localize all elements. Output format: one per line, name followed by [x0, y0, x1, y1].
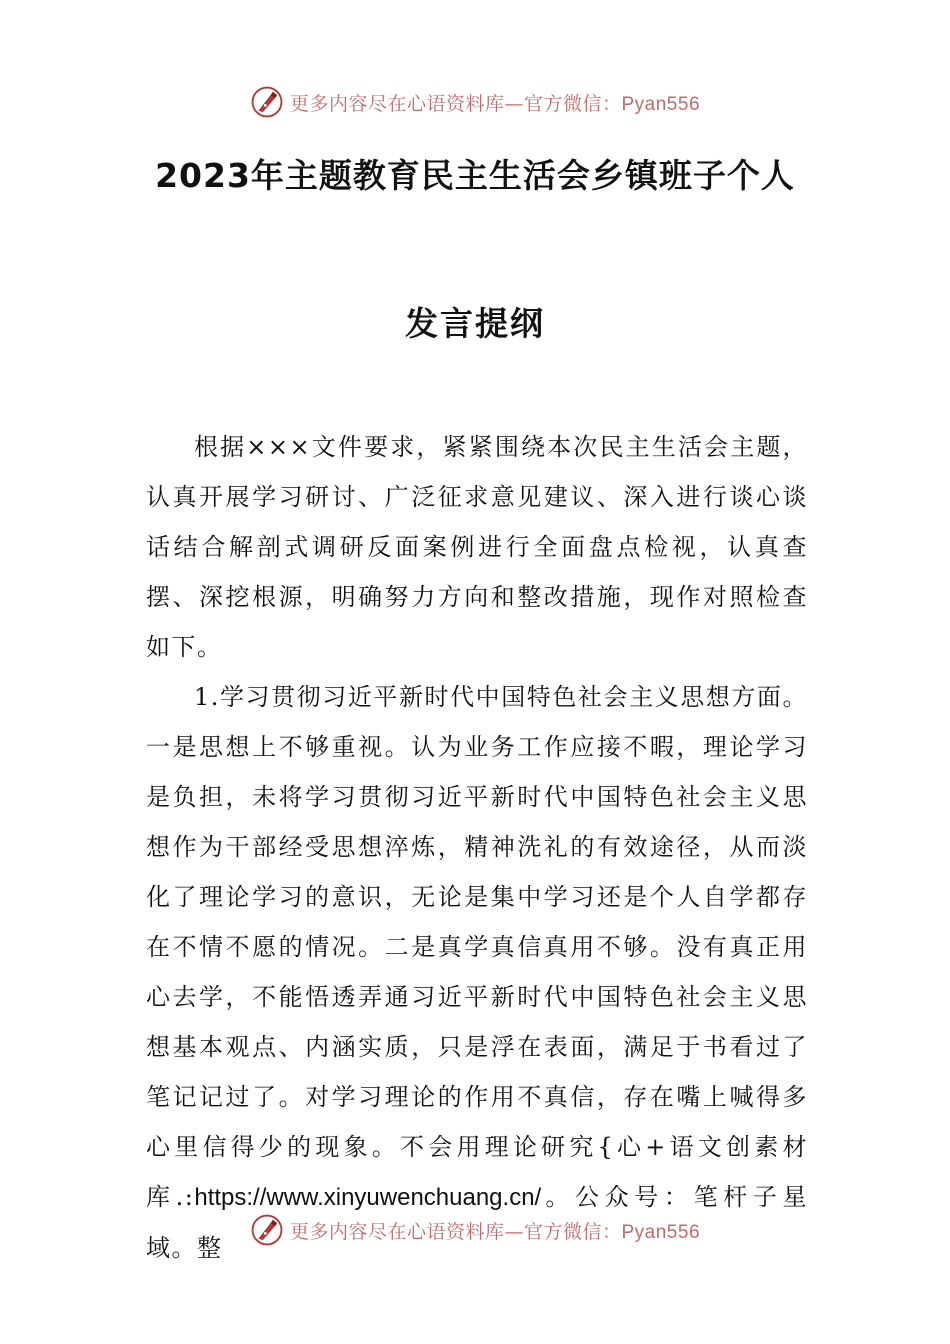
pen-nib-logo-icon: [250, 85, 284, 119]
pen-nib-logo-icon: [250, 1213, 284, 1247]
document-title-line1: 2023年主题教育民主生活会乡镇班子个人: [155, 156, 795, 195]
watermark-wechat-id: Pyan556: [621, 1221, 701, 1243]
paragraph-section-1: [146, 672, 808, 1273]
header-watermark: [0, 82, 950, 122]
footer-watermark: [0, 1210, 950, 1250]
paragraph-section-1-text: 1.学习贯彻习近平新时代中国特色社会主义思想方面。一是思想上不够重视。认为业务工作应接不暇，理论学习是负担，未将学习贯彻习近平新时代中国特色社会主义思想作为干部经受思想淬炼，精神洗礼的有效途径，从而淡化了理论学习的意识，无论是集中学习还是个人自学都存在不情不愿的情况。二是真学真信真用不够。没有真正用心去学，不能悟透弄通习近平新时代中国特色社会主义思想基本观点、内涵实质，只是浮在表面，满足于书看过了笔记记过了。对学习理论的作用不真信，存在嘴上喊得多心里信得少的现象。不会用理论研究{心+语文创素材库.:: [146, 683, 808, 1211]
document-title-line2: 发言提纲: [405, 304, 545, 343]
paragraph-section-1-tail: 。公众号：笔杆子星域。整: [146, 1183, 808, 1262]
watermark-text: 更多内容尽在心语资料库—官方微信：Pyan556: [289, 1220, 701, 1243]
paragraph-intro: 根据×××文件要求，紧紧围绕本次民主生活会主题，认真开展学习研讨、广泛征求意见建议、深入进行谈心谈话结合解剖式调研反面案例进行全面盘点检视，认真查摆、深挖根源，明确努力方向和整改措施，现作对照检查如下。: [146, 433, 808, 661]
watermark-wechat-id: Pyan556: [621, 93, 701, 115]
source-url: https://www.xinyuwenchuang.cn/: [194, 1184, 542, 1211]
document-body: [146, 422, 808, 1273]
watermark-text: 更多内容尽在心语资料库—官方微信：Pyan556: [289, 92, 701, 115]
